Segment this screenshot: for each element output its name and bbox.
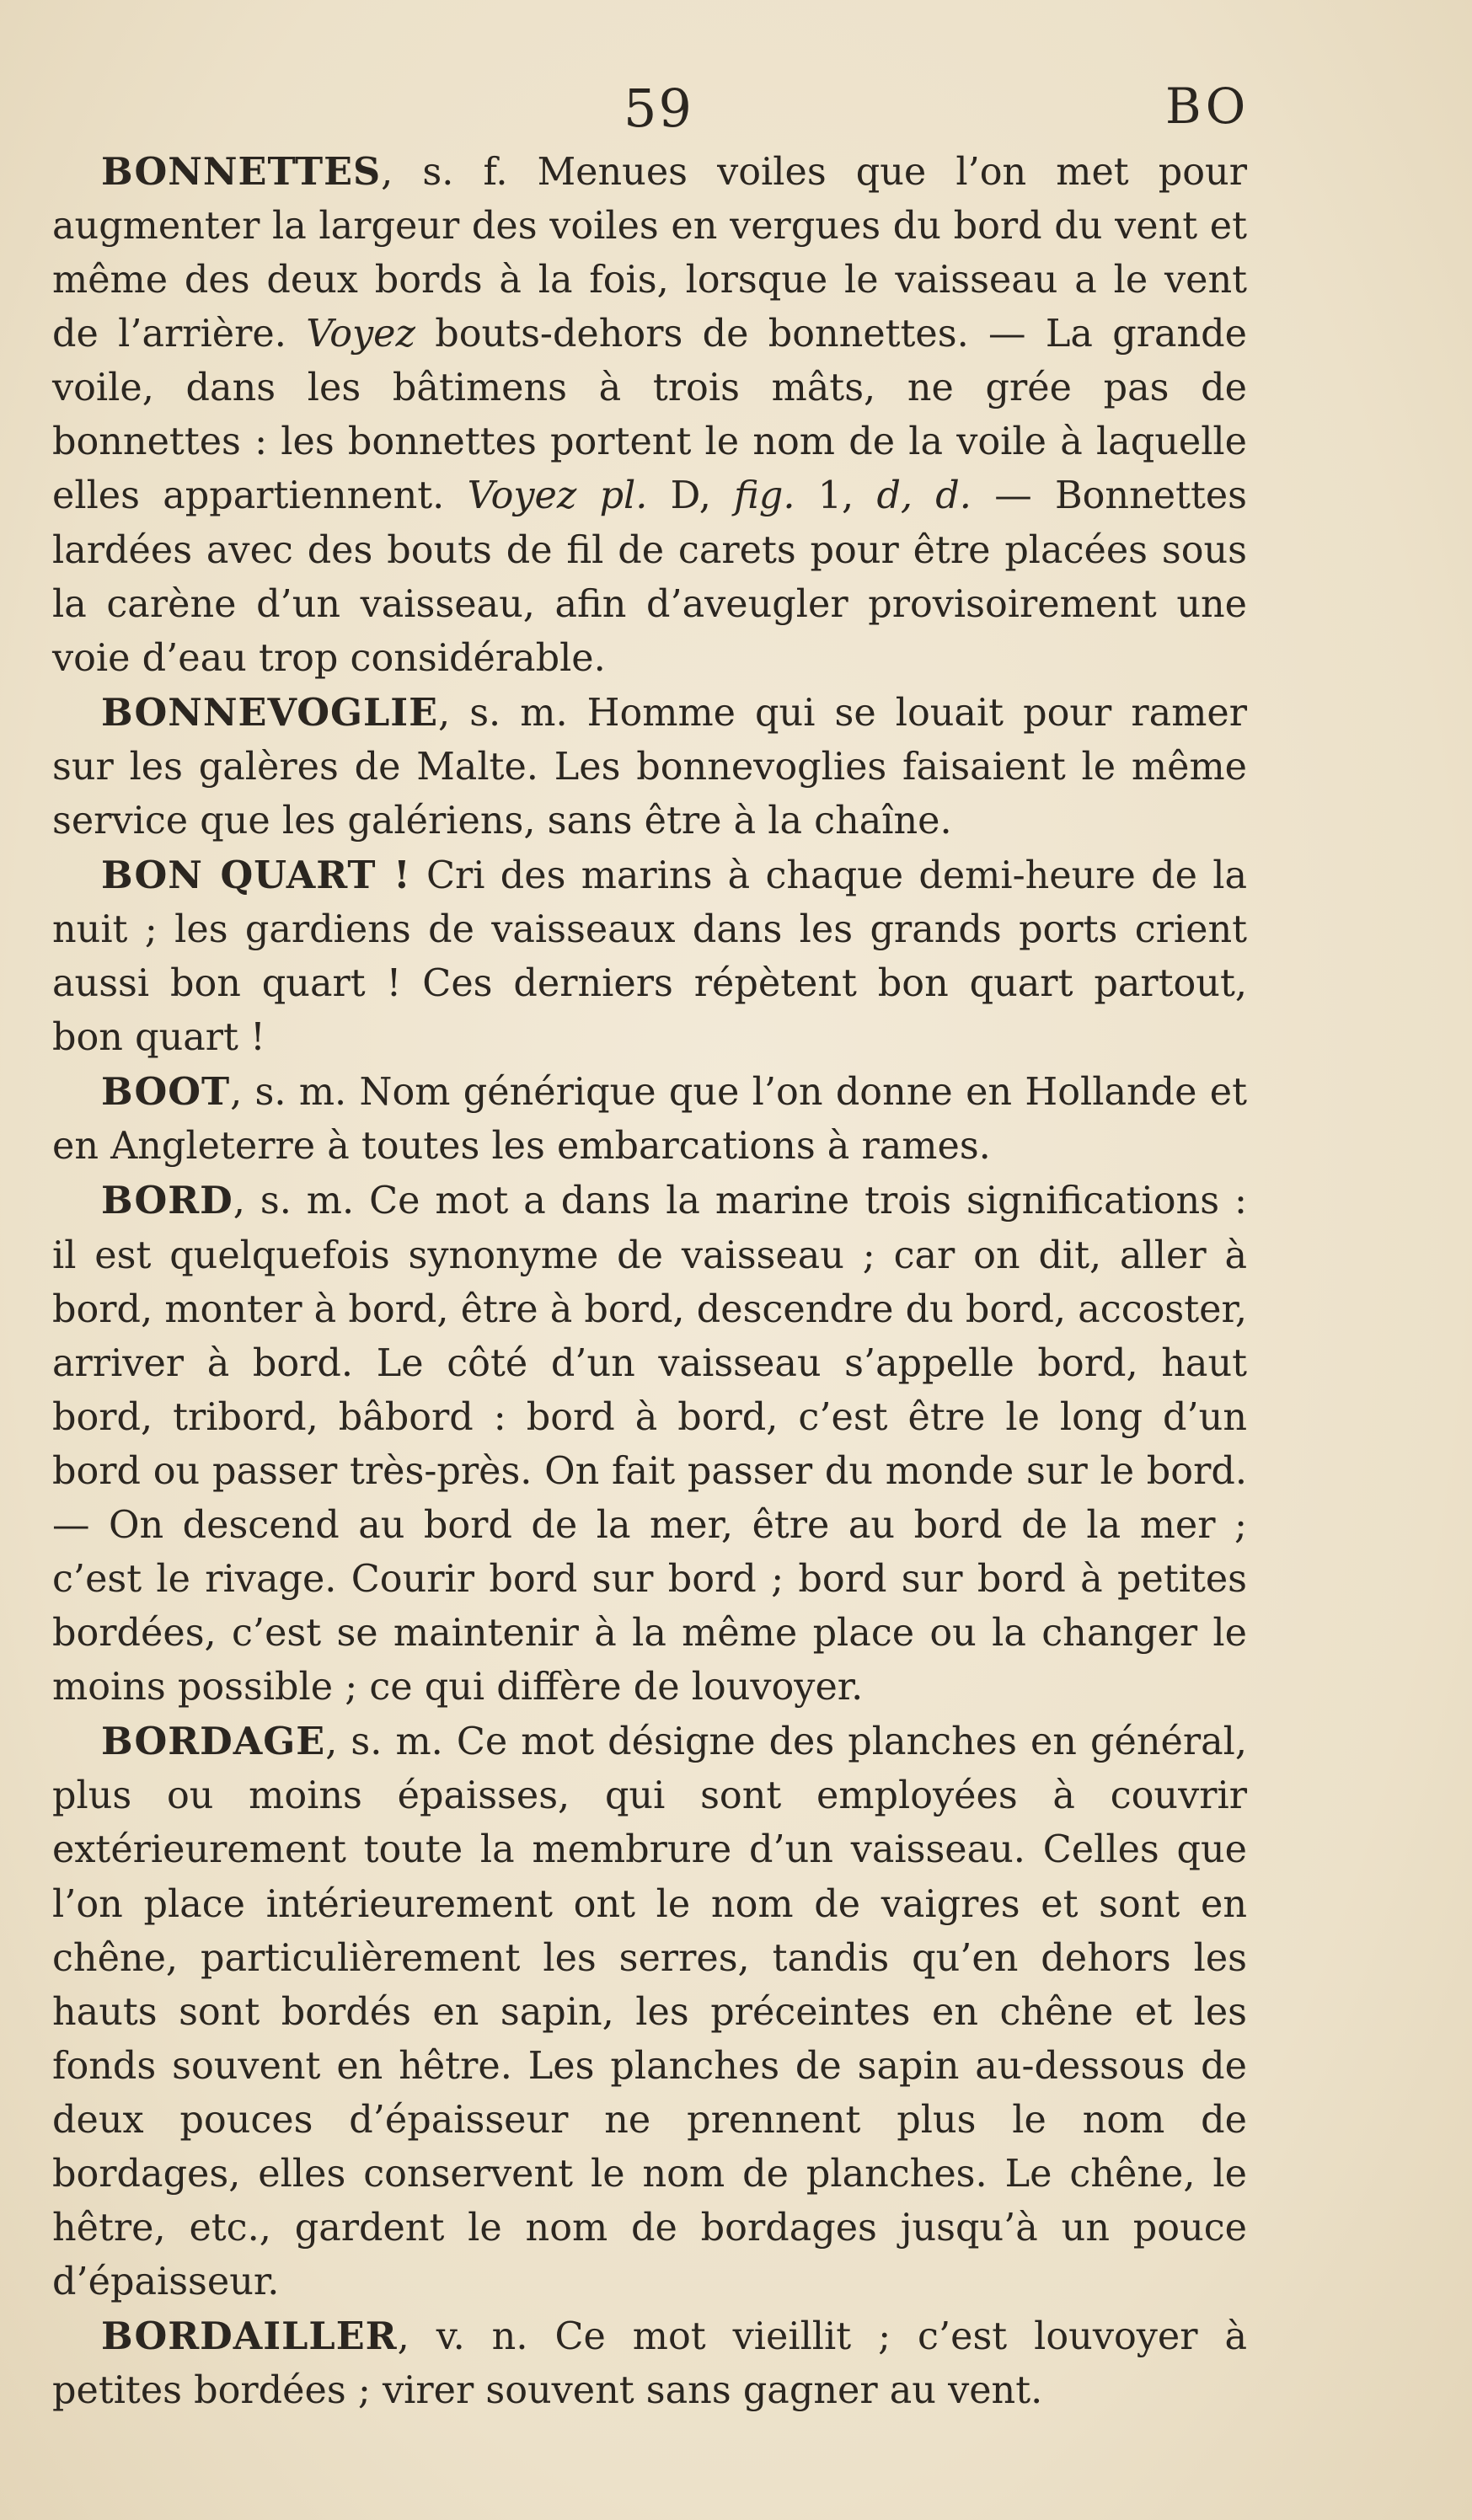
entry-text: , s. m. Ce mot désigne des planches en général, plus ou moins épaisses, qui sont employées à couvrir extérieurement toute la membrure d’un vaisseau. Celles que l’on place intérieurement ont le nom de vaigres et sont en chêne, particulièrement les serres, tandis qu’en dehors les hauts sont bordés en sapin, les préceintes en chêne et les fonds souvent en hêtre. Les planches de sapin au-dessous de deux pouces d’épaisseur ne prennent plus le nom de bordages, elles conservent le nom de planches. Le chêne, le hêtre, etc., gardent le nom de bordages jusqu’à un pouce d’épaisseur. <box>52 1720 1247 2304</box>
running-head: BO <box>1165 78 1250 135</box>
italic-text: Voyez <box>306 313 415 356</box>
entry-text: D, <box>647 474 735 518</box>
entry-headword: BON QUART ! <box>101 853 411 898</box>
entries-body <box>52 145 1247 2418</box>
dictionary-entry <box>52 1065 1247 1174</box>
entry-text: bouts-dehors de bonnettes. — La grande voile, dans les bâtimens à trois mâts, ne grée pas de bonnettes : les bonnettes portent le nom de la voile à laquelle elles appartiennent. <box>52 313 1247 518</box>
italic-text: Voyez pl. <box>467 474 648 518</box>
dictionary-entry <box>52 2309 1247 2418</box>
entry-headword: BORD <box>101 1179 233 1223</box>
entry-text: 1, <box>795 474 877 518</box>
entry-headword: BORDAILLER <box>101 2314 398 2359</box>
entry-text: — Bonnettes lardées avec des bouts de fil de carets pour être placées sous la carène d’un vaisseau, afin d’aveugler provisoirement une voie d’eau trop considérable. <box>52 474 1248 680</box>
dictionary-entry <box>52 1715 1247 2309</box>
entry-text: , s. m. Nom générique que l’on donne en Hollande et en Angleterre à toutes les embarcations à rames. <box>52 1071 1247 1169</box>
italic-text: d, d. <box>876 474 972 518</box>
entry-headword: BOOT <box>101 1070 231 1115</box>
italic-text: fig. <box>734 474 795 518</box>
entry-text: , s. m. Homme qui se louait pour ramer sur les galères de Malte. Les bonnevoglies faisaient le même service que les galériens, sans être à la chaîne. <box>52 691 1247 843</box>
entry-text: Cri des marins à chaque demi-heure de la nuit ; les gardiens de vaisseaux dans les grands ports crient aussi bon quart ! Ces derniers répètent bon quart partout, bon quart ! <box>52 854 1247 1060</box>
dictionary-entry <box>52 1174 1247 1715</box>
entry-headword: BONNEVOGLIE <box>101 690 439 735</box>
dictionary-entry <box>52 848 1247 1065</box>
entry-text: , s. f. Menues voiles que l’on met pour augmenter la largeur des voiles en vergues du bord du vent et même des deux bords à la fois, lorsque le vaisseau a le vent de l’arrière. <box>52 151 1247 356</box>
dictionary-entry <box>52 686 1247 848</box>
entry-headword: BORDAGE <box>101 1720 326 1764</box>
page-number: 59 <box>624 78 693 139</box>
entry-text: , s. m. Ce mot a dans la marine trois significations : il est quelquefois synonyme de vaisseau ; car on dit, aller à bord, monter à bord, être à bord, descendre du bord, accoster, arriver à bord. Le côté d’un vaisseau s’appelle bord, haut bord, tribord, bâbord : bord à bord, c’est être le long d’un bord ou passer très-près. On fait passer du monde sur le bord. — On descend au bord de la mer, être au bord de la mer ; c’est le rivage. Courir bord sur bord ; bord sur bord à petites bordées, c’est se maintenir à la même place ou la changer le moins possible ; ce qui diffère de louvoyer. <box>52 1180 1247 1709</box>
dictionary-entry <box>52 145 1247 686</box>
page-header <box>0 78 1472 145</box>
entry-text: , v. n. Ce mot vieillit ; c’est louvoyer à petites bordées ; virer souvent sans gagner au vent. <box>52 2315 1247 2413</box>
entry-headword: BONNETTES <box>101 150 382 194</box>
